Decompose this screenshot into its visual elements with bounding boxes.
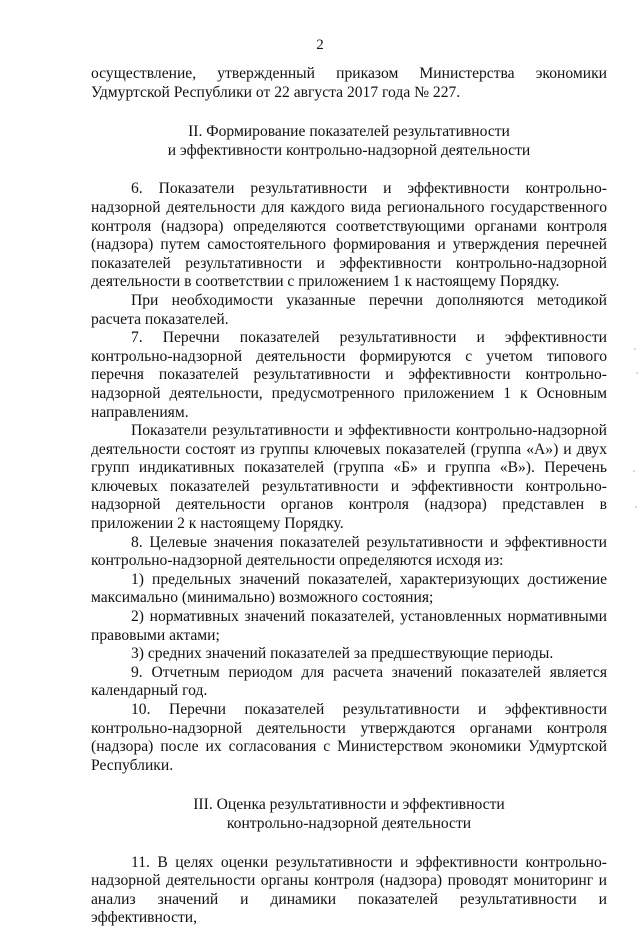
section-2-title-line-1: II. Формирование показателей результативности bbox=[188, 123, 510, 141]
paragraph-7-groups: Показатели результативности и эффективности контрольно-надзорной деятельности состоят из группы ключевых показателей (группа «А») и двух групп индикативных показателей (группа «Б» и группа «В»). Перечень ключевых показателей результативности и эффективности контрольно-надзорной деятельности органов контроля (надзора) представлен в приложении 2 к настоящему Порядку. bbox=[91, 422, 607, 533]
paragraph-7: 7. Перечни показателей результативности и эффективности контрольно-надзорной деятельности формируются с учетом типового перечня показателей результативности и эффективности контрольно-надзорной деятельности, предусмотренного приложением 1 к Основным направлениям. bbox=[91, 329, 607, 421]
spacer bbox=[91, 834, 607, 854]
spacer bbox=[91, 160, 607, 180]
list-item-2: 2) нормативных значений показателей, установленных нормативными правовыми актами; bbox=[91, 608, 607, 644]
paragraph-9: 9. Отчетным периодом для расчета значений показателей является календарный год. bbox=[91, 663, 607, 700]
paragraph-6-addendum: При необходимости указанные перечни дополняются методикой расчета показателей. bbox=[91, 291, 607, 328]
section-2-title-line-2: и эффективности контрольно-надзорной деятельности bbox=[167, 141, 531, 159]
section-3-title-line-2: контрольно-надзорной деятельности bbox=[226, 814, 472, 832]
scan-speck bbox=[636, 372, 638, 374]
paragraph-intro: осуществление, утвержденный приказом Министерства экономики Удмуртской Республики от 22 августа 2017 года № 227. bbox=[91, 65, 607, 101]
scan-speck bbox=[633, 470, 635, 472]
spacer bbox=[91, 775, 607, 796]
page-number: 2 bbox=[316, 37, 324, 53]
spacer bbox=[91, 102, 607, 123]
scan-speck bbox=[634, 348, 636, 350]
paragraph-10: 10. Перечни показателей результативности и эффективности контрольно-надзорной деятельности утверждаются органами контроля (надзора) после их согласования с Министерством экономики Удмуртской Республики. bbox=[91, 701, 607, 774]
document-body bbox=[91, 65, 607, 928]
list-item-1: 1) предельных значений показателей, характеризующих достижение максимально (минимально) возможного состояния; bbox=[91, 570, 607, 607]
paragraph-6: 6. Показатели результативности и эффективности контрольно-надзорной деятельности для каждого вида регионального государственного контроля (надзора) определяются соответствующими органами контроля (надзора) путем самостоятельного формирования и утверждения перечней показателей результативности и эффективности контрольно-надзорной деятельности в соответствии с приложением 1 к настоящему Порядку. bbox=[91, 180, 607, 291]
paragraph-11: 11. В целях оценки результативности и эффективности контрольно-надзорной деятельности органы контроля (надзора) проводят мониторинг и анализ значений и динамики показателей результативности и эффективности, bbox=[91, 853, 607, 927]
scan-speck bbox=[635, 506, 637, 508]
paragraph-8: 8. Целевые значения показателей результативности и эффективности контрольно-надзорной деятельности определяются исходя из: bbox=[91, 533, 607, 570]
list-item-3: 3) средних значений показателей за предшествующие периоды. bbox=[131, 645, 554, 663]
section-3-title-line-1: III. Оценка результативности и эффективности bbox=[193, 796, 505, 814]
